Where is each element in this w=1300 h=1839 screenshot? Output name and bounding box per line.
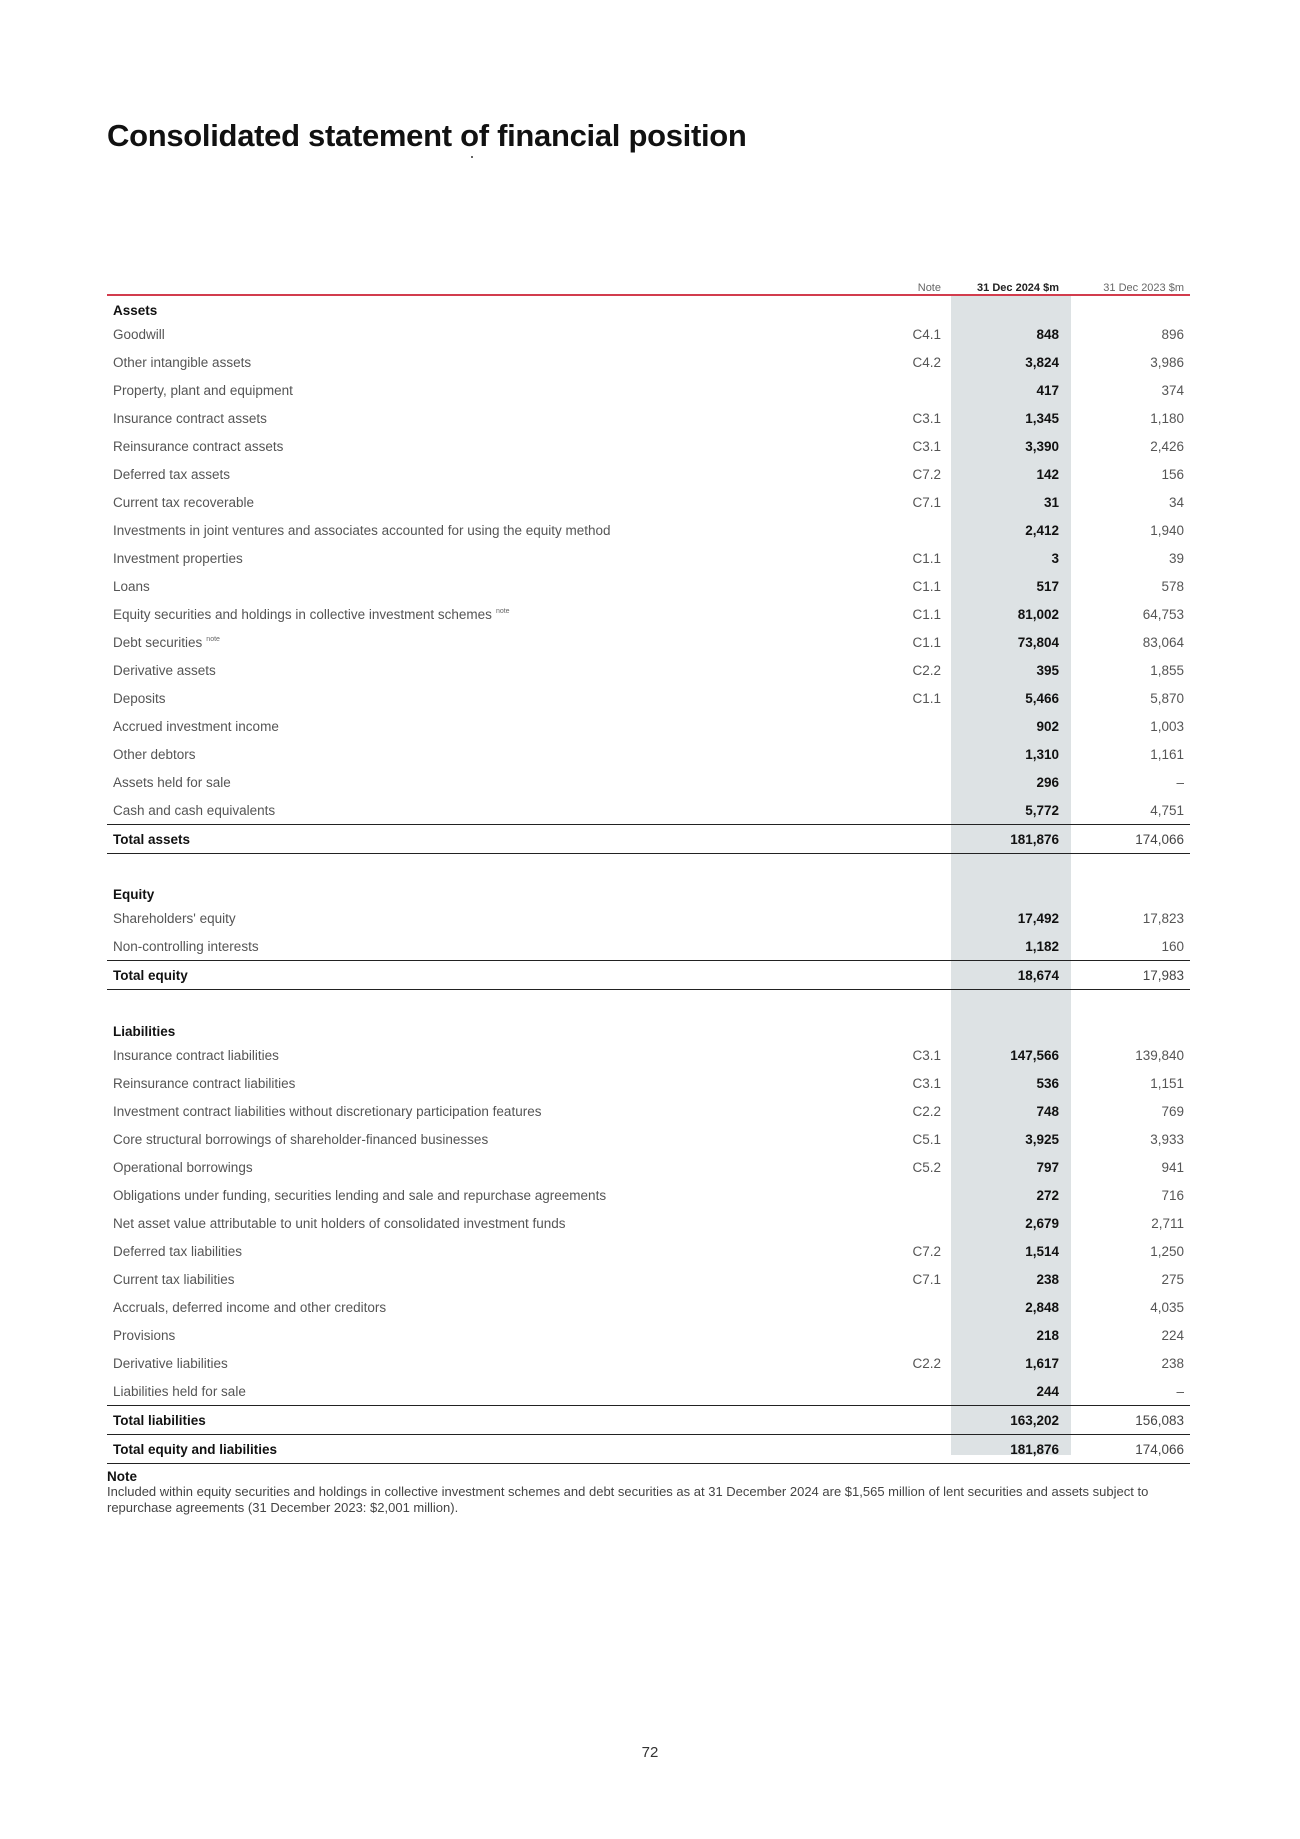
table-row bbox=[107, 376, 1190, 404]
row-current-value: 244 bbox=[1036, 1383, 1059, 1399]
row-label bbox=[107, 383, 845, 398]
total-current: 181,876 bbox=[1010, 831, 1059, 847]
row-prior-value: 1,180 bbox=[1150, 410, 1184, 426]
row-label-text: Goodwill bbox=[113, 326, 165, 342]
row-prior-value: 1,855 bbox=[1150, 662, 1184, 678]
row-current-value: 3,390 bbox=[1025, 438, 1059, 454]
row-label bbox=[107, 1132, 845, 1147]
assets-rows bbox=[107, 320, 1190, 824]
decorative-dot bbox=[471, 156, 473, 158]
row-label bbox=[107, 635, 845, 650]
section-heading-assets bbox=[107, 296, 1190, 320]
row-note-ref: C7.1 bbox=[912, 1271, 941, 1287]
table-header-row bbox=[107, 273, 1190, 296]
row-label-text: Liabilities held for sale bbox=[113, 1383, 246, 1399]
row-label bbox=[107, 1076, 845, 1091]
row-prior-value: 275 bbox=[1161, 1271, 1184, 1287]
table-row bbox=[107, 516, 1190, 544]
row-prior-value: 160 bbox=[1161, 938, 1184, 954]
row-label-text: Obligations under funding, securities lending and sale and repurchase agreements bbox=[113, 1187, 607, 1203]
row-label bbox=[107, 1160, 845, 1175]
row-current-value: 517 bbox=[1036, 578, 1059, 594]
row-label-text: Deferred tax assets bbox=[113, 466, 231, 482]
total-prior: 17,983 bbox=[1142, 967, 1184, 983]
row-current-value: 1,345 bbox=[1025, 410, 1059, 426]
table-row bbox=[107, 320, 1190, 348]
total-equity-row bbox=[107, 960, 1190, 990]
row-label-text: Debt securities bbox=[113, 634, 203, 650]
footnote-marker: note bbox=[206, 635, 220, 643]
row-prior-value: 2,426 bbox=[1150, 438, 1184, 454]
row-prior-value: 139,840 bbox=[1135, 1047, 1184, 1063]
table-row bbox=[107, 600, 1190, 628]
row-label bbox=[107, 579, 845, 594]
table-row bbox=[107, 1069, 1190, 1097]
header-note: Note bbox=[917, 282, 941, 294]
table-row bbox=[107, 488, 1190, 516]
row-current-value: 73,804 bbox=[1017, 634, 1059, 650]
row-current-value: 797 bbox=[1036, 1159, 1059, 1175]
row-current-value: 81,002 bbox=[1017, 606, 1059, 622]
table-row bbox=[107, 628, 1190, 656]
section-heading-liabilities bbox=[107, 1017, 1190, 1041]
table-row bbox=[107, 1209, 1190, 1237]
row-note-ref: C1.1 bbox=[912, 550, 941, 566]
table-row bbox=[107, 796, 1190, 824]
table-row bbox=[107, 684, 1190, 712]
row-label-text: Accruals, deferred income and other creditors bbox=[113, 1299, 387, 1315]
row-prior-value: 769 bbox=[1161, 1103, 1184, 1119]
row-current-value: 142 bbox=[1036, 466, 1059, 482]
table-row bbox=[107, 656, 1190, 684]
row-current-value: 238 bbox=[1036, 1271, 1059, 1287]
total-label: Total equity bbox=[113, 967, 188, 983]
row-label-text: Net asset value attributable to unit holders of consolidated investment funds bbox=[113, 1215, 566, 1231]
row-note-ref: C5.1 bbox=[912, 1131, 941, 1147]
total-liabilities-row bbox=[107, 1405, 1190, 1435]
table-row bbox=[107, 1153, 1190, 1181]
row-note-ref: C7.2 bbox=[912, 1243, 941, 1259]
footnote bbox=[107, 1469, 1190, 1516]
total-assets-row bbox=[107, 824, 1190, 854]
row-note-ref: C5.2 bbox=[912, 1159, 941, 1175]
row-prior-value: 17,823 bbox=[1142, 910, 1184, 926]
row-label bbox=[107, 1188, 845, 1203]
row-label-text: Derivative liabilities bbox=[113, 1355, 228, 1371]
page-title: Consolidated statement of financial position bbox=[107, 118, 747, 153]
row-label-text: Assets held for sale bbox=[113, 774, 231, 790]
row-label-text: Reinsurance contract liabilities bbox=[113, 1075, 296, 1091]
row-prior-value: 1,161 bbox=[1150, 746, 1184, 762]
row-label bbox=[107, 355, 845, 370]
total-label: Total assets bbox=[113, 831, 191, 847]
row-current-value: 1,514 bbox=[1025, 1243, 1059, 1259]
row-current-value: 3 bbox=[1051, 550, 1059, 566]
table-row bbox=[107, 348, 1190, 376]
row-current-value: 536 bbox=[1036, 1075, 1059, 1091]
row-prior-value: 1,940 bbox=[1150, 522, 1184, 538]
row-label bbox=[107, 1244, 845, 1259]
row-current-value: 296 bbox=[1036, 774, 1059, 790]
row-label-text: Equity securities and holdings in collective investment schemes bbox=[113, 606, 492, 622]
row-current-value: 272 bbox=[1036, 1187, 1059, 1203]
section-heading: Liabilities bbox=[113, 1024, 176, 1039]
row-current-value: 218 bbox=[1036, 1327, 1059, 1343]
row-label-text: Property, plant and equipment bbox=[113, 382, 293, 398]
table-row bbox=[107, 904, 1190, 932]
row-current-value: 902 bbox=[1036, 718, 1059, 734]
row-label bbox=[107, 327, 845, 342]
row-current-value: 2,679 bbox=[1025, 1215, 1059, 1231]
row-label bbox=[107, 1104, 845, 1119]
section-gap bbox=[107, 854, 1190, 880]
row-label bbox=[107, 1216, 845, 1231]
row-note-ref: C1.1 bbox=[912, 690, 941, 706]
row-label bbox=[107, 1384, 845, 1399]
row-label bbox=[107, 1272, 845, 1287]
row-current-value: 417 bbox=[1036, 382, 1059, 398]
row-label bbox=[107, 803, 845, 818]
table-row bbox=[107, 1349, 1190, 1377]
header-current-year: 31 Dec 2024 $m bbox=[977, 282, 1059, 294]
row-label bbox=[107, 939, 845, 954]
row-note-ref: C7.2 bbox=[912, 466, 941, 482]
row-prior-value: 64,753 bbox=[1142, 606, 1184, 622]
row-label-text: Current tax liabilities bbox=[113, 1271, 235, 1287]
row-note-ref: C1.1 bbox=[912, 634, 941, 650]
row-current-value: 5,466 bbox=[1025, 690, 1059, 706]
row-current-value: 3,925 bbox=[1025, 1131, 1059, 1147]
row-label-text: Investment properties bbox=[113, 550, 243, 566]
section-heading: Assets bbox=[113, 303, 158, 318]
row-label bbox=[107, 719, 845, 734]
row-label-text: Non-controlling interests bbox=[113, 938, 259, 954]
section-heading: Equity bbox=[113, 887, 155, 902]
row-prior-value: 4,751 bbox=[1150, 802, 1184, 818]
row-label bbox=[107, 747, 845, 762]
table-row bbox=[107, 1097, 1190, 1125]
row-prior-value: 34 bbox=[1168, 494, 1184, 510]
row-note-ref: C2.2 bbox=[912, 662, 941, 678]
row-prior-value: 716 bbox=[1161, 1187, 1184, 1203]
table-row bbox=[107, 1265, 1190, 1293]
row-prior-value: – bbox=[1176, 774, 1184, 790]
row-label bbox=[107, 551, 845, 566]
table-row bbox=[107, 1125, 1190, 1153]
table-row bbox=[107, 1377, 1190, 1405]
row-prior-value: – bbox=[1176, 1383, 1184, 1399]
row-current-value: 1,310 bbox=[1025, 746, 1059, 762]
row-label bbox=[107, 691, 845, 706]
row-note-ref: C2.2 bbox=[912, 1103, 941, 1119]
row-current-value: 1,617 bbox=[1025, 1355, 1059, 1371]
row-current-value: 1,182 bbox=[1025, 938, 1059, 954]
row-label-text: Accrued investment income bbox=[113, 718, 279, 734]
row-current-value: 2,412 bbox=[1025, 522, 1059, 538]
row-note-ref: C3.1 bbox=[912, 410, 941, 426]
row-note-ref: C3.1 bbox=[912, 438, 941, 454]
row-label-text: Core structural borrowings of shareholder-financed businesses bbox=[113, 1131, 489, 1147]
row-label-text: Insurance contract liabilities bbox=[113, 1047, 279, 1063]
header-prior-year: 31 Dec 2023 $m bbox=[1103, 282, 1184, 294]
total-current: 163,202 bbox=[1010, 1412, 1059, 1428]
row-label-text: Other debtors bbox=[113, 746, 196, 762]
row-label-text: Reinsurance contract assets bbox=[113, 438, 284, 454]
row-prior-value: 83,064 bbox=[1142, 634, 1184, 650]
table-row bbox=[107, 740, 1190, 768]
table-row bbox=[107, 544, 1190, 572]
row-label bbox=[107, 411, 845, 426]
row-label-text: Deposits bbox=[113, 690, 166, 706]
row-current-value: 2,848 bbox=[1025, 1299, 1059, 1315]
table-row bbox=[107, 1181, 1190, 1209]
row-prior-value: 374 bbox=[1161, 382, 1184, 398]
row-label-text: Insurance contract assets bbox=[113, 410, 267, 426]
row-prior-value: 4,035 bbox=[1150, 1299, 1184, 1315]
row-current-value: 748 bbox=[1036, 1103, 1059, 1119]
row-label bbox=[107, 1328, 845, 1343]
row-prior-value: 238 bbox=[1161, 1355, 1184, 1371]
row-note-ref: C4.1 bbox=[912, 326, 941, 342]
table-row bbox=[107, 572, 1190, 600]
total-equity-and-liabilities-row bbox=[107, 1435, 1190, 1464]
row-label bbox=[107, 663, 845, 678]
row-note-ref: C1.1 bbox=[912, 578, 941, 594]
table-row bbox=[107, 768, 1190, 796]
row-note-ref: C3.1 bbox=[912, 1075, 941, 1091]
row-prior-value: 2,711 bbox=[1151, 1215, 1184, 1231]
row-label-text: Loans bbox=[113, 578, 150, 594]
total-prior: 174,066 bbox=[1135, 1441, 1184, 1457]
row-current-value: 147,566 bbox=[1010, 1047, 1059, 1063]
row-label bbox=[107, 775, 845, 790]
table-row bbox=[107, 460, 1190, 488]
row-label-text: Investment contract liabilities without discretionary participation features bbox=[113, 1103, 542, 1119]
row-label bbox=[107, 439, 845, 454]
table-row bbox=[107, 712, 1190, 740]
total-label: Total equity and liabilities bbox=[113, 1441, 278, 1457]
row-prior-value: 3,986 bbox=[1150, 354, 1184, 370]
liabilities-rows bbox=[107, 1041, 1190, 1405]
row-prior-value: 896 bbox=[1161, 326, 1184, 342]
row-current-value: 848 bbox=[1036, 326, 1059, 342]
row-prior-value: 224 bbox=[1161, 1327, 1184, 1343]
table-row bbox=[107, 1237, 1190, 1265]
row-label-text: Investments in joint ventures and associates accounted for using the equity method bbox=[113, 522, 611, 538]
row-label bbox=[107, 1356, 845, 1371]
table-row bbox=[107, 1293, 1190, 1321]
row-note-ref: C3.1 bbox=[912, 1047, 941, 1063]
row-label-text: Operational borrowings bbox=[113, 1159, 253, 1175]
row-prior-value: 3,933 bbox=[1150, 1131, 1184, 1147]
row-label-text: Shareholders' equity bbox=[113, 910, 236, 926]
total-prior: 174,066 bbox=[1135, 831, 1184, 847]
table-row bbox=[107, 1321, 1190, 1349]
row-prior-value: 941 bbox=[1161, 1159, 1184, 1175]
row-label-text: Cash and cash equivalents bbox=[113, 802, 276, 818]
financial-position-table bbox=[107, 273, 1190, 1464]
total-label: Total liabilities bbox=[113, 1412, 206, 1428]
footnote-text: Included within equity securities and holdings in collective investment schemes and debt securities as at 31 December 2024 are $1,565 million of lent securities and assets subject to repurchase agreements (31 December 2023: $2,001 million). bbox=[107, 1484, 1149, 1515]
row-prior-value: 156 bbox=[1161, 466, 1184, 482]
row-label-text: Derivative assets bbox=[113, 662, 216, 678]
row-label bbox=[107, 467, 845, 482]
footnote-marker: note bbox=[495, 607, 510, 615]
row-label bbox=[107, 523, 845, 538]
footnote-heading: Note bbox=[107, 1469, 137, 1484]
row-current-value: 31 bbox=[1043, 494, 1059, 510]
row-label-text: Current tax recoverable bbox=[113, 494, 255, 510]
row-prior-value: 5,870 bbox=[1150, 690, 1184, 706]
page-number: 72 bbox=[641, 1744, 659, 1761]
row-prior-value: 39 bbox=[1168, 550, 1184, 566]
row-label bbox=[107, 607, 845, 622]
table-row bbox=[107, 1041, 1190, 1069]
row-current-value: 395 bbox=[1036, 662, 1059, 678]
row-note-ref: C4.2 bbox=[912, 354, 941, 370]
total-prior: 156,083 bbox=[1135, 1412, 1184, 1428]
row-label-text: Other intangible assets bbox=[113, 354, 252, 370]
row-label-text: Deferred tax liabilities bbox=[113, 1243, 243, 1259]
table-row bbox=[107, 932, 1190, 960]
row-note-ref: C1.1 bbox=[912, 606, 941, 622]
row-label-text: Provisions bbox=[113, 1327, 176, 1343]
row-prior-value: 1,250 bbox=[1150, 1243, 1184, 1259]
total-current: 18,674 bbox=[1017, 967, 1059, 983]
equity-rows bbox=[107, 904, 1190, 960]
row-label bbox=[107, 1048, 845, 1063]
row-prior-value: 578 bbox=[1161, 578, 1184, 594]
table-row bbox=[107, 404, 1190, 432]
section-heading-equity bbox=[107, 880, 1190, 904]
row-current-value: 5,772 bbox=[1025, 802, 1059, 818]
row-label bbox=[107, 1300, 845, 1315]
row-prior-value: 1,151 bbox=[1150, 1075, 1184, 1091]
row-current-value: 17,492 bbox=[1017, 910, 1059, 926]
row-label bbox=[107, 911, 845, 926]
row-prior-value: 1,003 bbox=[1150, 718, 1184, 734]
row-note-ref: C2.2 bbox=[912, 1355, 941, 1371]
row-note-ref: C7.1 bbox=[912, 494, 941, 510]
total-current: 181,876 bbox=[1010, 1441, 1059, 1457]
row-current-value: 3,824 bbox=[1025, 354, 1059, 370]
table-row bbox=[107, 432, 1190, 460]
section-gap bbox=[107, 990, 1190, 1017]
row-label bbox=[107, 495, 845, 510]
